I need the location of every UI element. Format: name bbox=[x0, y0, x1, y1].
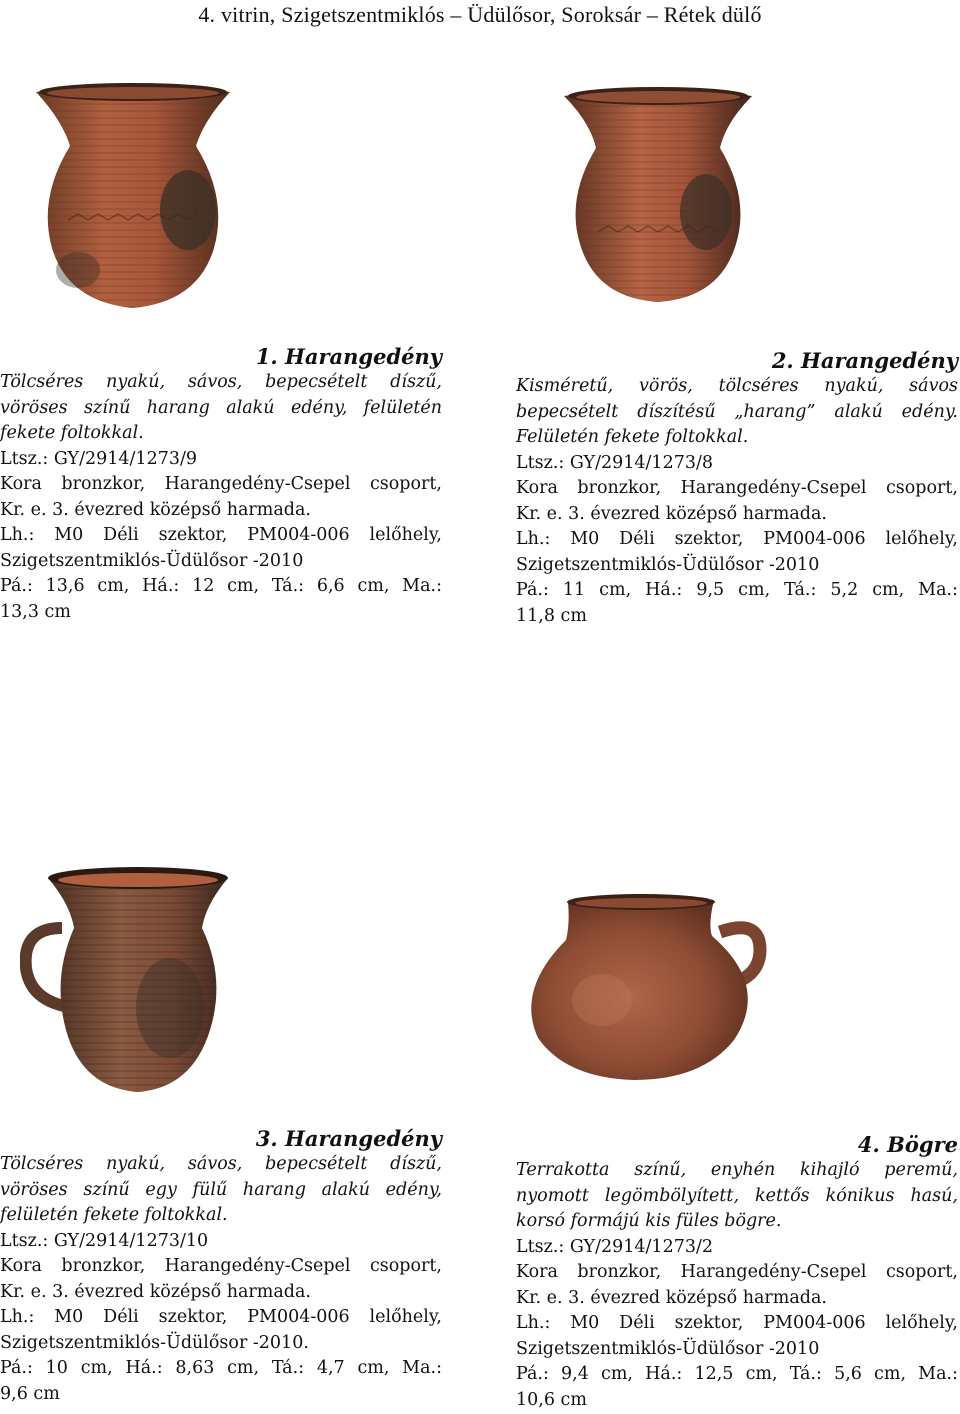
item-description: Tölcséres nyakú, sávos, bepecsételt díszű, vöröses színű egy fülű harang alakú edény, felületén fekete foltokkal. bbox=[0, 1154, 442, 1225]
vessel-4-photo bbox=[524, 890, 774, 1084]
item-period: Kora bronzkor, Harangedény-Csepel csoport, bbox=[516, 478, 958, 498]
page-title: 4. vitrin, Szigetszentmiklós – Üdülősor, Soroksár – Rétek dülő bbox=[198, 2, 762, 27]
item-period: Kora bronzkor, Harangedény-Csepel csoport, bbox=[516, 1262, 958, 1282]
item-date: Kr. e. 3. évezred középső harmada. bbox=[516, 503, 827, 524]
item-dimensions: Pá.: 10 cm, Há.: 8,63 cm, Tá.: 4,7 cm, Ma.: bbox=[0, 1358, 442, 1378]
item-title: 2. Harangedény bbox=[771, 348, 958, 373]
item-inventory-number: Ltsz.: GY/2914/1273/10 bbox=[0, 1230, 209, 1251]
item-title: 4. Bögre bbox=[857, 1132, 958, 1157]
item-dimensions-cont: 11,8 cm bbox=[516, 605, 587, 626]
item-dimensions-cont: 9,6 cm bbox=[0, 1383, 60, 1404]
item-description: Tölcséres nyakú, sávos, bepecsételt díszű, vöröses színű harang alakú edény, felületén fekete foltokkal. bbox=[0, 372, 442, 443]
item-site: Lh.: M0 Déli szektor, PM004-006 lelőhely, bbox=[516, 1313, 958, 1333]
item-site-location: Szigetszentmiklós-Üdülősor -2010 bbox=[516, 1338, 820, 1359]
item-site-location: Szigetszentmiklós-Üdülősor -2010 bbox=[516, 554, 820, 575]
item-site-location: Szigetszentmiklós-Üdülősor -2010 bbox=[0, 550, 304, 571]
vessel-2-photo bbox=[558, 82, 758, 306]
item-description: Terrakotta színű, enyhén kihajló peremű, nyomott legömbölyített, kettős kónikus hasú, korsó formájú kis füles bögre. bbox=[516, 1160, 958, 1231]
vessel-1-photo bbox=[28, 80, 238, 312]
item-card-1 bbox=[0, 344, 442, 625]
item-inventory-number: Ltsz.: GY/2914/1273/2 bbox=[516, 1236, 713, 1257]
item-inventory-number: Ltsz.: GY/2914/1273/9 bbox=[0, 448, 197, 469]
item-title: 3. Harangedény bbox=[255, 1126, 442, 1151]
item-dimensions: Pá.: 9,4 cm, Há.: 12,5 cm, Tá.: 5,6 cm, Ma.: bbox=[516, 1364, 958, 1384]
item-site: Lh.: M0 Déli szektor, PM004-006 lelőhely, bbox=[0, 525, 442, 545]
item-card-3 bbox=[0, 1126, 442, 1407]
item-date: Kr. e. 3. évezred középső harmada. bbox=[0, 1281, 311, 1302]
item-card-4 bbox=[516, 1132, 958, 1413]
item-period: Kora bronzkor, Harangedény-Csepel csoport, bbox=[0, 1256, 442, 1276]
item-dimensions-cont: 13,3 cm bbox=[0, 601, 71, 622]
item-period: Kora bronzkor, Harangedény-Csepel csoport, bbox=[0, 474, 442, 494]
item-description: Kisméretű, vörös, tölcséres nyakú, sávos bepecsételt díszítésű „harang” alakú edény. Felületén fekete foltokkal. bbox=[516, 376, 958, 447]
item-inventory-number: Ltsz.: GY/2914/1273/8 bbox=[516, 452, 713, 473]
item-dimensions: Pá.: 11 cm, Há.: 9,5 cm, Tá.: 5,2 cm, Ma.: bbox=[516, 580, 958, 600]
vessel-3-photo bbox=[20, 858, 235, 1098]
item-site-location: Szigetszentmiklós-Üdülősor -2010. bbox=[0, 1332, 309, 1353]
item-card-2 bbox=[516, 348, 958, 629]
item-title: 1. Harangedény bbox=[255, 344, 442, 369]
item-site: Lh.: M0 Déli szektor, PM004-006 lelőhely, bbox=[0, 1307, 442, 1327]
item-date: Kr. e. 3. évezred középső harmada. bbox=[0, 499, 311, 520]
item-site: Lh.: M0 Déli szektor, PM004-006 lelőhely, bbox=[516, 529, 958, 549]
item-dimensions-cont: 10,6 cm bbox=[516, 1389, 587, 1410]
item-dimensions: Pá.: 13,6 cm, Há.: 12 cm, Tá.: 6,6 cm, Ma.: bbox=[0, 576, 442, 596]
item-date: Kr. e. 3. évezred középső harmada. bbox=[516, 1287, 827, 1308]
